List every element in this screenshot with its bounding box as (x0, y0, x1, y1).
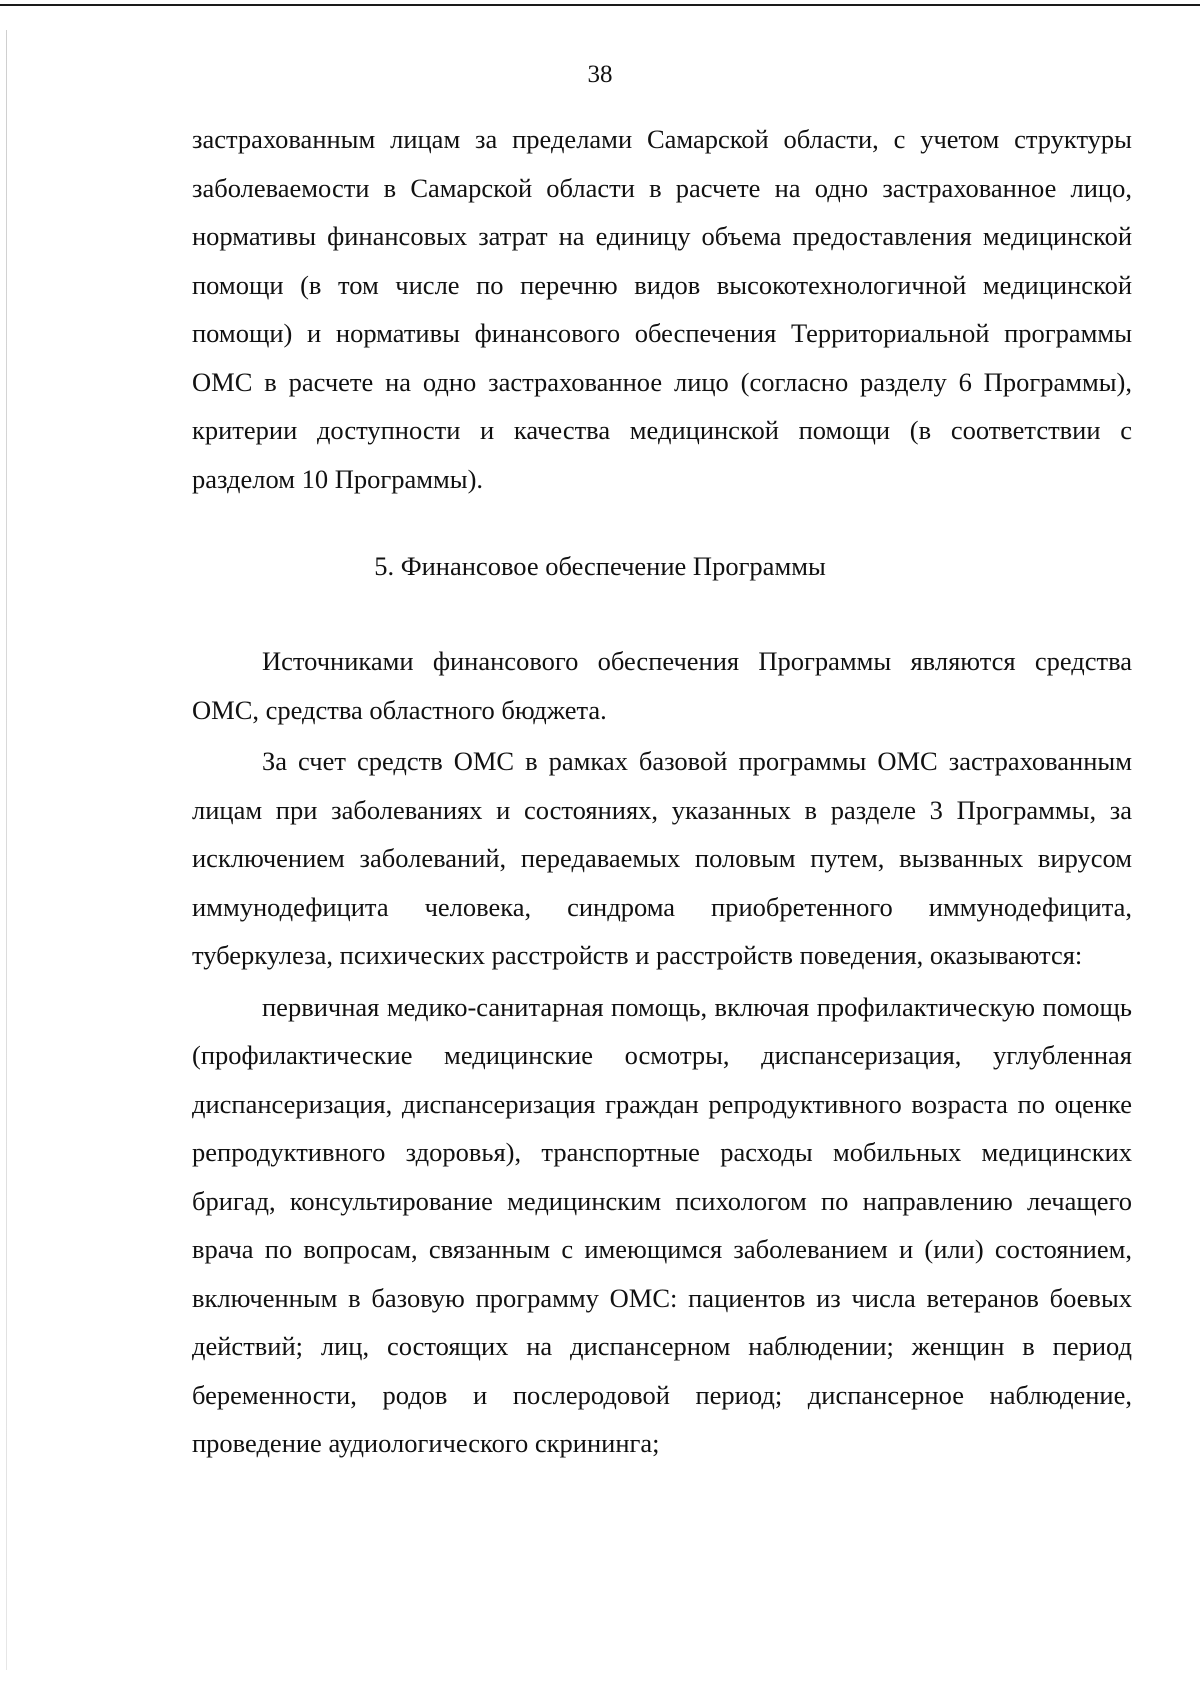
text-block-top (192, 115, 1132, 503)
top-border-line (0, 4, 1200, 6)
text-block-main (192, 637, 1132, 1468)
scan-left-edge (6, 30, 7, 1670)
paragraph-funding-sources: Источниками финансового обеспечения Программы являются средства ОМС, средства областного бюджета. (192, 646, 1132, 725)
section-heading: 5. Финансовое обеспечение Программы (374, 551, 826, 581)
paragraph-primary-care: первичная медико-санитарная помощь, включая профилактическую помощь (профилактические медицинские осмотры, диспансеризация, углубленная диспансеризация, диспансеризация граждан репродуктивного возраста по оценке репродуктивного здоровья), транспортные расходы мобильных медицинских бригад, консультирование медицинским психологом по направлению лечащего врача по вопросам, связанным с имеющимся заболеванием и (или) состоянием, включенным в базовую программу ОМС: пациентов из числа ветеранов боевых действий; лиц, состоящих на диспансерном наблюдении; женщин в период беременности, родов и послеродовой период; диспансерное наблюдение, проведение аудиологического скрининга; (192, 991, 1132, 1458)
paragraph-continuation: застрахованным лицам за пределами Самарской области, с учетом структуры заболеваемости в Самарской области в расчете на одно застрахованное лицо, нормативы финансовых затрат на единицу объема предоставления медицинской помощи (в том числе по перечню видов высокотехнологичной медицинской помощи) и нормативы финансового обеспечения Территориальной программы ОМС в расчете на одно застрахованное лицо (согласно разделу 6 Программы), критерии доступности и качества медицинской помощи (в соответствии с разделом 10 Программы). (192, 124, 1132, 494)
paragraph-oms-scope: За счет средств ОМС в рамках базовой программы ОМС застрахованным лицам при заболеваниях и состояниях, указанных в разделе 3 Программы, за исключением заболеваний, передаваемых половым путем, вызванных вирусом иммунодефицита человека, синдрома приобретенного иммунодефицита, туберкулеза, психических расстройств и расстройств поведения, оказываются: (192, 746, 1132, 970)
page-number: 38 (587, 61, 613, 88)
